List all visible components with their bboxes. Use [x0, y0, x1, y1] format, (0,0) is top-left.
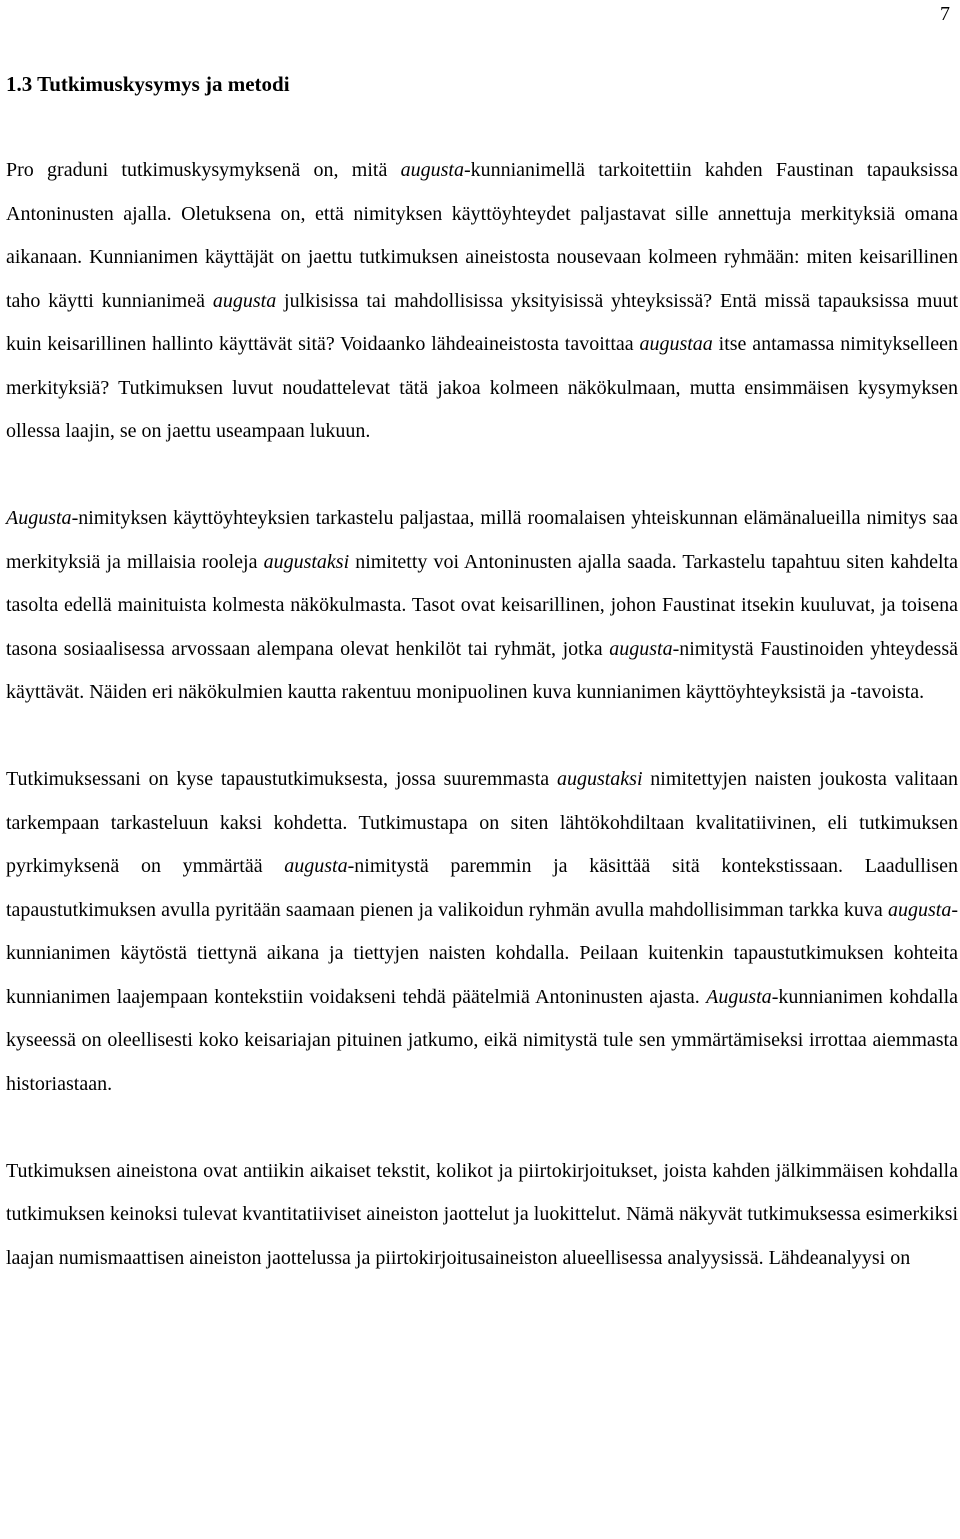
body-text	[6, 149, 958, 1280]
text-run: julkisissa tai mahdollisissa yksityisissä yhteyksissä? Entä missä tapauksissa muut kuin keisarillinen hallinto käyttävät sitä? Voidaanko lähdeaineistosta tavoittaa	[6, 289, 958, 355]
text-run: -kunnianimen kohdalla kyseessä on oleellisesti koko keisariajan pituinen jatkumo, eikä nimitystä tule sen ymmärtämiseksi irrottaa aiemmasta historiastaan.	[6, 985, 958, 1095]
paragraph-1	[6, 149, 958, 454]
text-run: -kunnianimellä tarkoitettiin kahden Faustinan tapauksissa Antoninusten ajalla. Oletuksena on, että nimityksen käyttöyhteydet paljastavat sille annettuja merkityksiä omana aikanaan. Kunnianimen käyttäjät on jaettu tutkimuksen aineistosta nousevaan kolmeen ryhmään: miten keisarillinen taho käytti kunnianimeä	[6, 159, 958, 312]
text-run: -nimityksen käyttöyhteyksien tarkastelu paljastaa, millä roomalaisen yhteiskunnan elämänalueilla nimitys saa merkityksiä ja millaisia rooleja	[6, 507, 958, 573]
italic-term: augustaksi	[263, 550, 350, 573]
italic-term: Augusta	[706, 985, 772, 1008]
italic-term: augusta	[212, 289, 277, 312]
page-number: 7	[940, 3, 950, 25]
italic-term: augusta	[887, 898, 952, 921]
text-run: Pro graduni tutkimuskysymyksenä on, mitä	[6, 159, 401, 181]
text-run: nimitettyjen naisten joukosta valitaan tarkempaan tarkasteluun kaksi kohdetta. Tutkimustapa on siten lähtökohdiltaan kvalitatiivinen, eli tutkimuksen pyrkimyksenä on ymmärtää	[6, 768, 959, 877]
text-run: -nimitystä Faustinoiden yhteydessä käyttävät. Näiden eri näkökulmien kautta rakentuu monipuolinen kuva kunnianimen käyttöyhteyksistä ja -tavoista.	[6, 637, 958, 703]
text-run: Tutkimuksessani on kyse tapaustutkimuksesta, jossa suuremmasta	[6, 768, 557, 790]
paragraph-4	[6, 1150, 958, 1281]
italic-term: augustaa	[639, 333, 713, 355]
text-run: Tutkimuksen aineistona ovat antiikin aikaiset tekstit, kolikot ja piirtokirjoitukset, joista kahden jälkimmäisen kohdalla tutkimuksen keinoksi tulevat kvantitatiiviset aineiston jaottelut ja luokittelut. Nämä näkyvät tutkimuksessa esimerkiksi laajan numismaattisen aineiston jaottelussa ja piirtokirjoitusaineiston alueellisessa analyysissä. Lähdeanalyysi on	[6, 1159, 958, 1269]
paragraph-2	[6, 497, 958, 715]
section-heading: 1.3 Tutkimuskysymys ja metodi	[6, 72, 290, 96]
italic-term: augusta	[609, 637, 673, 660]
italic-term: augusta	[400, 159, 464, 181]
text-run: -nimitystä paremmin ja käsittää sitä kontekstissaan. Laadullisen tapaustutkimuksen avulla pyritään saamaan pienen ja valikoidun ryhmän avulla mahdollisimman tarkka kuva	[6, 855, 958, 921]
text-run: nimitetty voi Antoninusten ajalla saada. Tarkastelu tapahtuu siten kahdelta tasolta edellä mainituista kolmesta näkökulmasta. Tasot ovat keisarillinen, johon Faustinat itsekin kuuluvat, ja toisena tasona sosiaalisessa arvossaan alempana olevat henkilöt tai ryhmät, jotka	[6, 550, 958, 660]
italic-term: augustaksi	[556, 768, 643, 790]
italic-term: augusta	[284, 855, 348, 877]
paragraph-3	[6, 758, 958, 1106]
text-run: itse antamassa nimitykselleen merkityksiä? Tutkimuksen luvut noudattelevat tätä jakoa kolmeen näkökulmaan, mutta ensimmäisen kysymyksen ollessa laajin, se on jaettu useampaan lukuun.	[6, 333, 958, 442]
text-run: -kunnianimen käytöstä tiettynä aikana ja tiettyjen naisten kohdalla. Peilaan kuitenkin tapaustutkimuksen kohteita kunnianimen laajempaan kontekstiin voidakseni tehdä päätelmiä Antoninusten ajasta.	[6, 898, 958, 1008]
italic-term: Augusta	[6, 507, 72, 529]
